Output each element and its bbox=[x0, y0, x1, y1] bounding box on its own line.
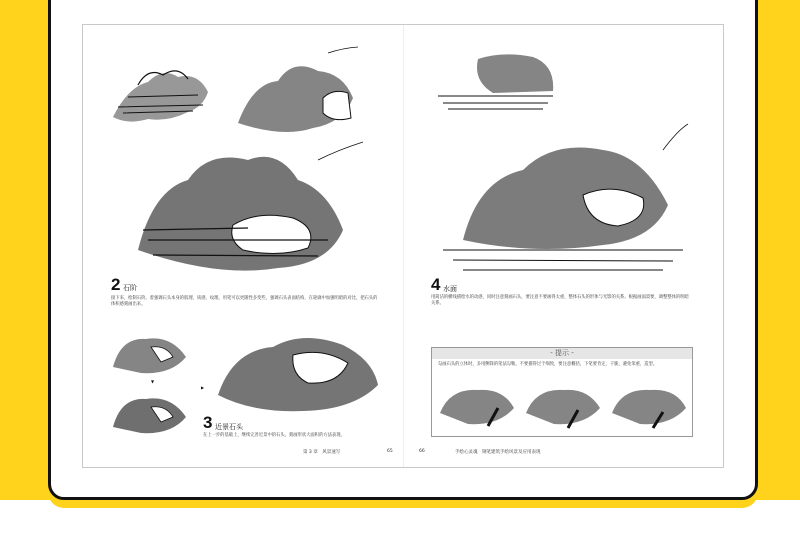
yellow-left-band bbox=[0, 0, 52, 500]
step-4-title: 水面 bbox=[443, 285, 457, 293]
sketch-rock-stage-b bbox=[233, 43, 363, 143]
tip-sketches bbox=[438, 378, 688, 430]
step-3-number: 3 bbox=[203, 413, 213, 432]
arrow-right: ▶ bbox=[201, 385, 205, 390]
tip-body: 勾画石头的立体时，多用侧锋的笔法勾勒。不要描得过于细致，要注意概括，下笔要肯定，干脆，避免笨重，造型。 bbox=[438, 362, 658, 367]
footer-right-title: 手绘心灵魂 钢笔建筑手绘风景及应用表现 bbox=[455, 450, 541, 455]
step-4-body: 用简洁的横线描绘水的动感，同时注意刻画石头，要注意不要画得太重，整体石头的形体与光影的关系。根据画面需要，调整整体的明暗关系。 bbox=[431, 295, 689, 306]
book-spread bbox=[82, 24, 724, 468]
sketch-rock-stage-a bbox=[108, 47, 218, 127]
sketch-water-stage-a bbox=[433, 51, 558, 113]
sketch-rock-main bbox=[128, 140, 368, 280]
footer-left-page: 65 bbox=[387, 449, 393, 454]
sketch-water-main bbox=[433, 120, 693, 280]
step-2-number: 2 bbox=[111, 275, 121, 294]
step-2-body: 接下来，绘制石阶。着强调石头本身的肌理、质感、纹理。用笔可以更随性多变些，强调石头表面结构，在轮廓中加强明暗的对比，把石头的体积感刻画出来。 bbox=[111, 296, 378, 307]
footer-right-page: 66 bbox=[419, 449, 425, 454]
step-3-body: 在上一步的基础上，继续完善近景中的石头，刻画形状大面积的方法表现。 bbox=[203, 433, 345, 438]
arrow-down: ▼ bbox=[151, 379, 155, 384]
step-4-number: 4 bbox=[431, 275, 441, 294]
sketch-near-rock-a bbox=[111, 327, 191, 377]
tip-box bbox=[431, 347, 693, 437]
sketch-near-rock-main bbox=[213, 325, 383, 415]
yellow-right-band bbox=[752, 0, 800, 500]
step-3-title: 近景石头 bbox=[215, 423, 243, 431]
sketch-near-rock-b bbox=[111, 387, 191, 437]
step-2-title: 石阶 bbox=[123, 284, 137, 292]
page-spine bbox=[403, 25, 404, 467]
footer-left-chapter: 第 3 章 风景速写 bbox=[303, 450, 341, 455]
tip-heading: - 提示 - bbox=[432, 348, 692, 359]
